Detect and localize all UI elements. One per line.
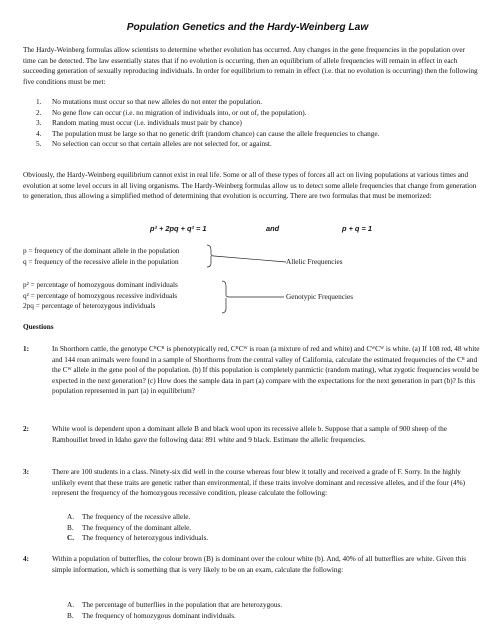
intro-text: The Hardy-Weinberg formulas allow scientists to determine whether evolution has occurred. Any changes in the gene frequencies in the population over time can be detected. The law essentially states that if no evolution is occurring, then an equilibrium of allele frequencies will remain in effect in each succeeding generation of sexually reproducing individuals. In order for equilibrium to remain in effect (i.e. that no evolution is occurring) then the following five conditions must be met: bbox=[23, 46, 478, 86]
condition-text: No selection can occur so that certain alleles are not selected for, or against. bbox=[52, 140, 272, 148]
definition-q: q = frequency of the recessive allele in the population bbox=[23, 257, 179, 266]
question-4-item-text: The frequency of homozygous dominant individuals. bbox=[82, 611, 236, 620]
condition-number: 2. bbox=[36, 108, 42, 117]
question-3-item-number: B. bbox=[67, 523, 74, 532]
definition-2pq: 2pq = percentage of heterozygous individuals bbox=[23, 302, 156, 310]
page-title: Population Genetics and the Hardy-Weinberg Law bbox=[126, 22, 369, 33]
definition-p-squared: p² = percentage of homozygous dominant individuals bbox=[23, 281, 178, 289]
question-4-item-number: B. bbox=[67, 611, 74, 620]
condition-text: The population must be large so that no genetic drift (random chance) can cause the allele frequencies to change. bbox=[52, 129, 380, 138]
condition-text: No mutations must occur so that new alleles do not enter the population. bbox=[52, 98, 263, 106]
formula-allele: p + q = 1 bbox=[342, 224, 372, 233]
condition-text: No gene flow can occur (i.e. no migration of individuals into, or out of, the population). bbox=[52, 108, 307, 117]
questions-heading: Questions bbox=[23, 323, 54, 331]
question-4-text: Within a population of butterflies, the colour brown (B) is dominant over the colour white (b). And, 40% of all butterflies are white. Given this simple information, which is something that is very likely to be on an exam, calculate the following: bbox=[52, 555, 467, 574]
question-number: 4: bbox=[23, 555, 30, 563]
condition-number: 4. bbox=[36, 129, 42, 138]
question-3-item-number: A. bbox=[67, 513, 75, 521]
genotypic-frequencies-label: Genotypic Frequencies bbox=[286, 293, 354, 301]
question-4-item-text: The percentage of butterflies in the population that are heterozygous. bbox=[82, 601, 283, 609]
question-3-item-number: C. bbox=[67, 534, 75, 542]
question-3-item-text: The frequency of heterozygous individuals. bbox=[82, 534, 209, 542]
definition-q-squared: q² = percentage of homozygous recessive individuals bbox=[23, 291, 178, 300]
question-number: 2: bbox=[23, 425, 30, 433]
second-paragraph-text: Obviously, the Hardy-Weinberg equilibrium cannot exist in real life. Some or all of these types of forces all act on living populations at various times and evolution at some level occurs in all living organisms. The Hardy-Weinberg formulas allow us to detect some allele frequencies that change from generation to generation, thus allowing a simplified method of determining that evolution is occurring. There are two formulas that must be memorized: bbox=[23, 171, 477, 201]
definition-p: p = frequency of the dominant allele in the population bbox=[23, 247, 180, 255]
question-4-item-number: A. bbox=[67, 601, 75, 609]
formula-genotype: p² + 2pq + q² = 1 bbox=[150, 224, 207, 233]
question-3-item-text: The frequency of the recessive allele. bbox=[82, 513, 191, 521]
genotypic-bracket bbox=[222, 281, 284, 313]
condition-number: 3. bbox=[36, 119, 42, 127]
allelic-frequencies-label: Allelic Frequencies bbox=[286, 258, 343, 266]
allelic-bracket bbox=[207, 245, 286, 267]
question-1-text: In Shorthorn cattle, the genotype CᴿCᴿ is phenotypically red, CᴿCᵂ is roan (a mixture of red and white) and CᵂCᵂ is white. (a) If 108 red, 48 white and 144 roan animals were found in a sample of Shorthorns from the central valley of California, calculate the estimated frequencies of the Cᴿ and the Cᵂ allele in the gene pool of the population. (b) If this population is completely panmictic (random mating), what zygotic frequencies would be expected in the next generation? (c) How does the sample data in part (a) compare with the expectations for the next generation in part (b)? Is this population represented in part (a) in equilibrium? bbox=[52, 345, 480, 396]
question-number: 3: bbox=[23, 468, 30, 476]
condition-number: 5. bbox=[36, 140, 42, 148]
question-3-text: There are 100 students in a class. Ninety-six did well in the course whereas four blew it totally and received a grade of F. Sorry. In the highly unlikely event that these traits are genetic rather than environmental, if these traits involve dominant and recessive alleles, and if the four (4%) represent the frequency of the homozygous recessive condition, please calculate the following: bbox=[52, 468, 466, 498]
formula-and: and bbox=[266, 224, 280, 233]
condition-text: Random mating must occur (i.e. individuals must pair by chance) bbox=[52, 119, 242, 127]
question-2-text: White wool is dependent upon a dominant allele B and black wool upon its recessive allele b. Suppose that a sample of 900 sheep of the Rambouillet breed in Idaho gave the following data: 891 white and 9 black. Estimate the allelic frequencies. bbox=[52, 425, 448, 444]
condition-number: 1. bbox=[36, 98, 42, 106]
question-number: 1: bbox=[23, 345, 30, 353]
question-3-item-text: The frequency of the dominant allele. bbox=[82, 523, 192, 532]
